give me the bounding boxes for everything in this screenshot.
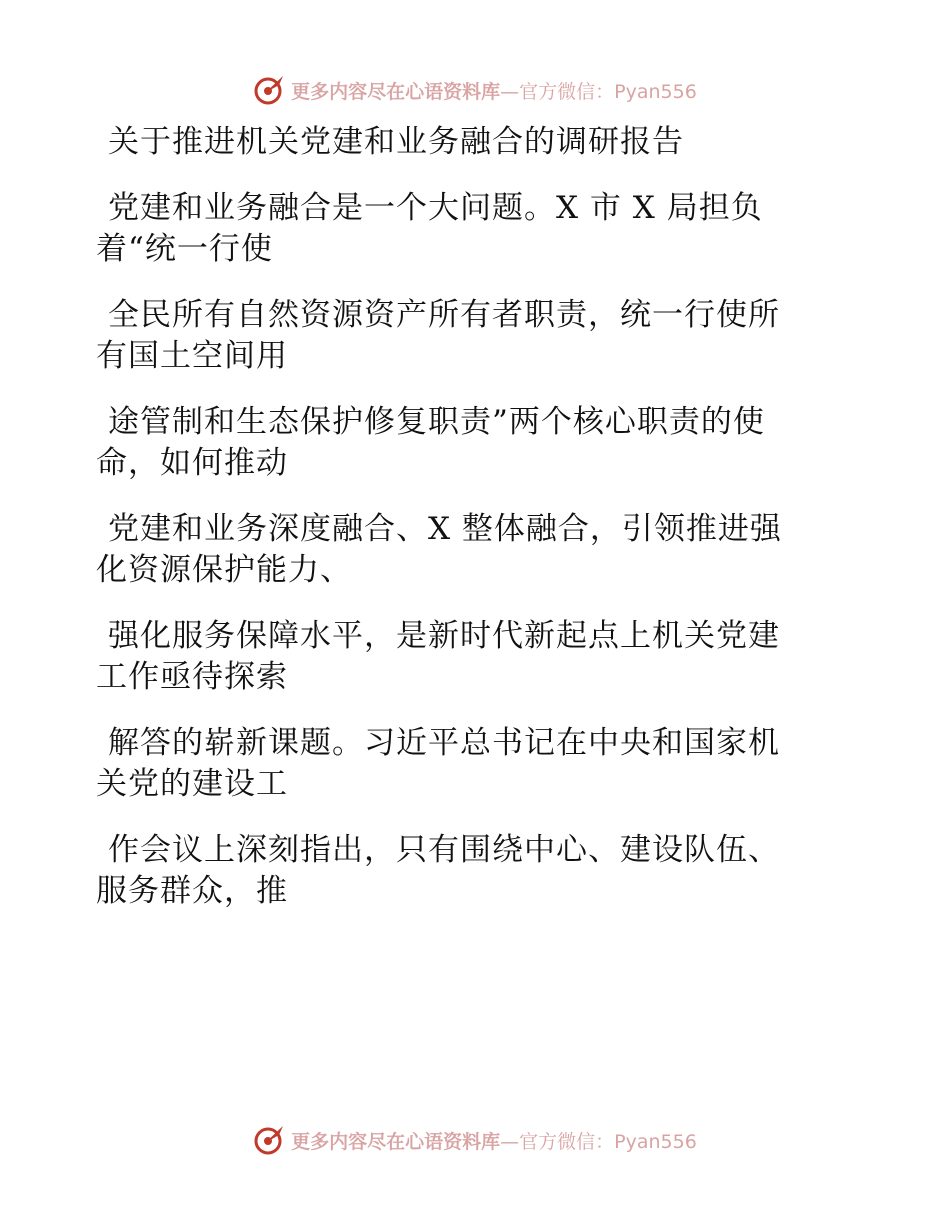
- paragraph-1: [96, 188, 836, 270]
- header-watermark: [0, 70, 950, 110]
- paragraph-line: 解答的崭新课题。习近平总书记在中央和国家机: [108, 725, 780, 761]
- paragraph-line: 有国土空间用: [96, 338, 288, 374]
- paragraph-6: [96, 723, 836, 805]
- paragraph-line: 党建和业务融合是一个大问题。X 市 X 局担负: [108, 190, 763, 226]
- quill-logo-icon: [253, 73, 287, 107]
- footer-contact-text: —官方微信：Pyan556: [500, 1130, 697, 1153]
- paragraph-line: 工作亟待探索: [96, 659, 288, 695]
- paragraph-line: 党建和业务深度融合、X 整体融合，引领推进强: [108, 511, 782, 547]
- paragraph-line: 作会议上深刻指出，只有围绕中心、建设队伍、: [108, 832, 780, 868]
- document-body: [96, 122, 836, 937]
- header-contact-text: —官方微信：Pyan556: [500, 80, 697, 103]
- document-title: 关于推进机关党建和业务融合的调研报告: [108, 124, 684, 160]
- paragraph-line: 途管制和生态保护修复职责”两个核心职责的使: [108, 404, 765, 440]
- paragraph-line: 服务群众，推: [96, 873, 288, 909]
- footer-site-text: 更多内容尽在心语资料库: [291, 1130, 501, 1153]
- paragraph-line: 强化服务保障水平，是新时代新起点上机关党建: [108, 618, 780, 654]
- paragraph-line: 全民所有自然资源资产所有者职责，统一行使所: [108, 297, 780, 333]
- quill-logo-icon: [253, 1123, 287, 1157]
- paragraph-7: [96, 830, 836, 912]
- paragraph-2: [96, 295, 836, 377]
- paragraph-line: 化资源保护能力、: [96, 552, 352, 588]
- paragraph-4: [96, 509, 836, 591]
- paragraph-line: 命，如何推动: [96, 445, 288, 481]
- paragraph-line: 着“统一行使: [96, 231, 273, 267]
- paragraph-3: [96, 402, 836, 484]
- header-site-text: 更多内容尽在心语资料库: [291, 80, 501, 103]
- paragraph-5: [96, 616, 836, 698]
- paragraph-line: 关党的建设工: [96, 766, 288, 802]
- footer-watermark: [0, 1120, 950, 1160]
